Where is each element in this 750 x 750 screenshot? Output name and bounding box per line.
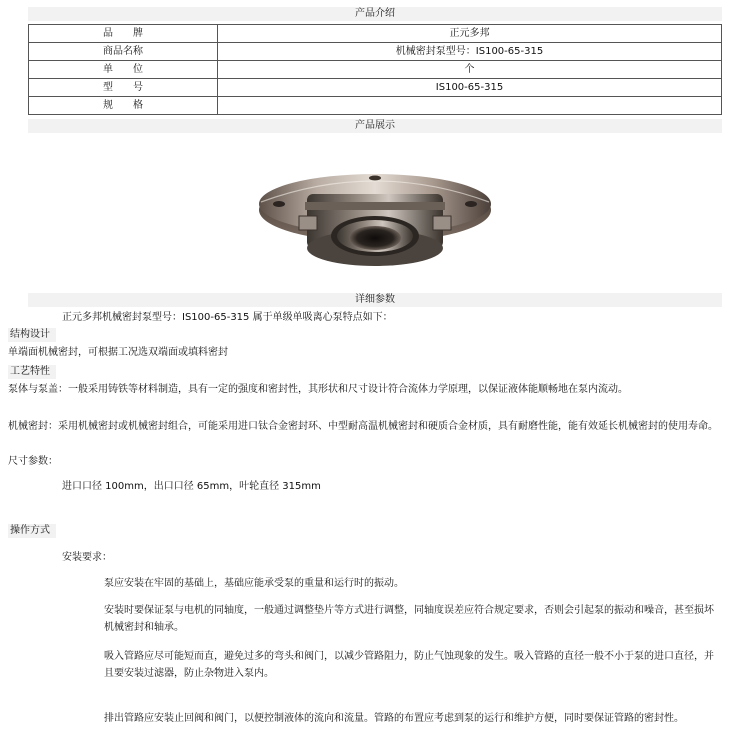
- size-text: 进口口径 100mm，出口口径 65mm，叶轮直径 315mm: [62, 481, 321, 492]
- product-info-table: [28, 24, 722, 115]
- install-item-alignment: 安装时要保证泵与电机的同轴度，一般通过调整垫片等方式进行调整，同轴度误差应符合规定要求，否则会引起泵的振动和噪音，甚至损坏机械密封和轴承。: [104, 605, 714, 633]
- row-label-unit: 单 位: [29, 61, 218, 79]
- row-label-model: 型 号: [29, 79, 218, 97]
- install-item-suction: 吸入管路应尽可能短而直，避免过多的弯头和阀门，以减少管路阻力，防止气蚀现象的发生。吸入管路的直径一般不小于泵的进口直径，并且要安装过滤器，防止杂物进入泵内。: [104, 651, 714, 679]
- operation-heading: 操作方式: [8, 524, 56, 538]
- process-body-housing: 泵体与泵盖：一般采用铸铁等材料制造，具有一定的强度和密封性，其形状和尺寸设计符合流体力学原理，以保证液体能顺畅地在泵内流动。: [8, 384, 628, 395]
- table-row: [29, 61, 722, 79]
- row-label-product-name: 商品名称: [29, 43, 218, 61]
- showcase-title: 产品展示: [28, 119, 722, 133]
- structure-heading: 结构设计: [8, 328, 56, 342]
- install-label: 安装要求：: [62, 552, 112, 563]
- table-row: [29, 97, 722, 115]
- mechanical-seal-image: [255, 146, 495, 274]
- row-value-model: IS100-65-315: [218, 79, 722, 97]
- install-item-foundation: 泵应安装在牢固的基础上，基础应能承受泵的重量和运行时的振动。: [104, 578, 404, 589]
- table-row: [29, 79, 722, 97]
- intro-title: 产品介绍: [28, 7, 722, 21]
- structure-text: 单端面机械密封，可根据工况选双端面或填料密封: [8, 347, 228, 358]
- row-value-unit: 个: [218, 61, 722, 79]
- process-body-seal: 机械密封：采用机械密封或机械密封组合，可能采用进口钛合金密封环、中型耐高温机械密封和硬质合金材质，具有耐磨性能，能有效延长机械密封的使用寿命。: [8, 421, 718, 432]
- install-item-discharge: 排出管路应安装止回阀和阀门，以便控制液体的流向和流量。管路的布置应考虑到泵的运行和维护方便，同时要保证管路的密封性。: [104, 713, 684, 724]
- row-label-spec: 规 格: [29, 97, 218, 115]
- row-value-brand: 正元多邦: [218, 25, 722, 43]
- details-title: 详细参数: [28, 293, 722, 307]
- row-label-brand: 品 牌: [29, 25, 218, 43]
- size-label: 尺寸参数：: [8, 456, 58, 467]
- details-lead: 正元多邦机械密封泵型号：IS100-65-315 属于单级单吸离心泵特点如下：: [62, 312, 393, 323]
- table-row: [29, 43, 722, 61]
- table-row: [29, 25, 722, 43]
- process-heading: 工艺特性: [8, 365, 56, 379]
- row-value-spec: [218, 97, 722, 115]
- row-value-product-name: 机械密封泵型号：IS100-65-315: [218, 43, 722, 61]
